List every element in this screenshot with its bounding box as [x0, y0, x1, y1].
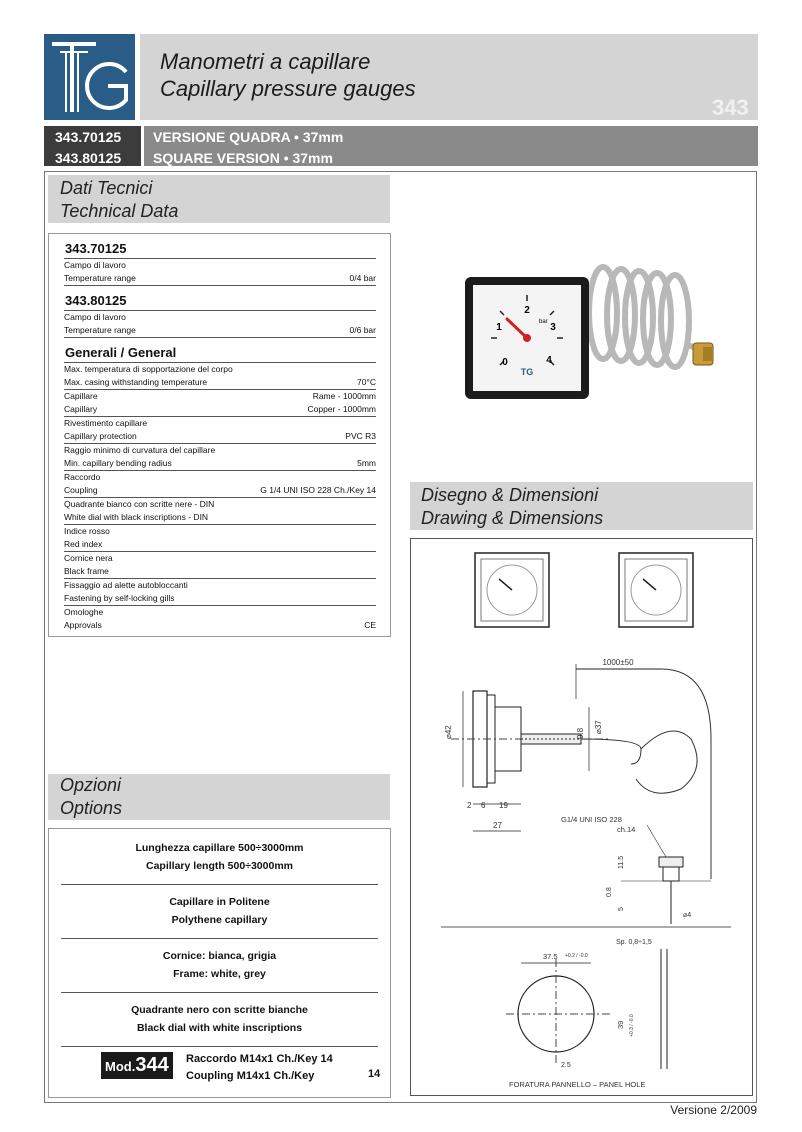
- spec-row: [64, 416, 376, 443]
- dim-d4: ⌀4: [683, 912, 692, 919]
- dim-key: ch.14: [617, 825, 636, 834]
- drawing-title-en: Drawing & Dimensions: [421, 508, 604, 528]
- general-heading: Generali / General: [65, 345, 177, 360]
- panel-height: 39: [616, 1020, 625, 1029]
- spec-row: [64, 362, 376, 389]
- dim-2: 2: [467, 801, 472, 810]
- spec-row: [64, 551, 376, 578]
- spec-row: [64, 258, 376, 285]
- dial-number: 3: [550, 322, 556, 333]
- option-en: Frame: white, grey: [173, 968, 266, 980]
- product-photo: [455, 255, 735, 405]
- technical-title-en: Technical Data: [60, 201, 179, 221]
- drawing-title-it: Disegno & Dimensioni: [421, 485, 599, 505]
- title-italian: Manometri a capillare: [160, 49, 371, 74]
- spec-label-it: Omologhe: [64, 607, 104, 617]
- spec-row: [64, 389, 376, 416]
- option-item: [61, 993, 378, 1047]
- spec-label-it: Fissaggio ad alette autobloccanti: [64, 580, 188, 590]
- spec-row: [64, 605, 376, 632]
- spec-row: [64, 497, 376, 524]
- dim-11-5: 11.5: [618, 855, 625, 869]
- dial-unit: bar: [539, 319, 548, 325]
- spec-label-en: White dial with black inscriptions - DIN: [64, 512, 209, 522]
- option-it: Lunghezza capillare 500÷3000mm: [135, 842, 304, 854]
- model-code: 343.70125: [65, 241, 127, 256]
- dim-d37: ⌀37: [594, 720, 603, 734]
- options-heading: [48, 774, 390, 820]
- needle-hub: [523, 334, 531, 342]
- drawing-heading: [410, 482, 753, 530]
- spec-label-it: Capillare: [64, 391, 98, 401]
- product-code: 343.80125: [55, 150, 122, 166]
- technical-data-heading: [48, 175, 390, 223]
- panel-caption: FORATURA PANNELLO – PANEL HOLE: [509, 1080, 646, 1089]
- spec-label-en: Red index: [64, 539, 103, 549]
- spec-label-it: Campo di lavoro: [64, 312, 126, 322]
- dim-0-8: 0.8: [606, 887, 613, 897]
- option-en: Capillary length 500÷3000mm: [146, 860, 293, 872]
- spec-row: [64, 578, 376, 605]
- dim-19: 19: [499, 801, 508, 810]
- spec-label-en: Capillary: [64, 404, 98, 414]
- spec-label-it: Raggio minimo di curvatura del capillare: [64, 445, 216, 455]
- dim-5: 5: [618, 907, 625, 911]
- model-desc-en: Coupling M14x1 Ch./Key: [186, 1070, 315, 1082]
- panel-width: 37.5: [543, 952, 558, 961]
- version-label: [144, 126, 758, 166]
- option-item: [61, 829, 378, 885]
- spec-label-en: Min. capillary bending radius: [64, 458, 172, 468]
- option-en: Polythene capillary: [171, 914, 268, 926]
- dim-thread: G1/4 UNI ISO 228: [561, 815, 622, 824]
- dial-number: 2: [524, 305, 530, 316]
- technical-title-it: Dati Tecnici: [60, 178, 153, 198]
- dim-6: 6: [481, 801, 486, 810]
- spec-row: [64, 310, 376, 337]
- option-it: Capillare in Politene: [169, 896, 270, 908]
- model-344-description: [186, 1051, 333, 1085]
- model-key-size: 14: [368, 1068, 381, 1080]
- dim-9-8: 9.8: [576, 727, 585, 739]
- spec-row: [64, 470, 376, 497]
- model-344-badge: [101, 1052, 173, 1079]
- page-title: [160, 48, 416, 102]
- dim-d42: ⌀42: [444, 725, 453, 739]
- dim-capillary: 1000±50: [602, 658, 634, 667]
- panel-radius: 2.5: [561, 1062, 571, 1069]
- option-it: Cornice: bianca, grigia: [162, 950, 277, 962]
- spec-value: 5mm: [357, 458, 376, 468]
- technical-drawing: [410, 538, 753, 1096]
- option-it: Quadrante nero con scritte bianche: [131, 1004, 308, 1016]
- technical-table: [48, 233, 391, 637]
- spec-label-it: Indice rosso: [64, 526, 110, 536]
- panel-width-tolerance: +0.2 / -0.0: [565, 953, 588, 959]
- spec-row: [64, 443, 376, 470]
- spec-label-en: Approvals: [64, 620, 102, 630]
- dial-number: 4: [546, 355, 552, 366]
- model-code: 343.80125: [65, 293, 127, 308]
- model-desc-it: Raccordo M14x1 Ch./Key 14: [186, 1053, 333, 1065]
- spec-value: G 1/4 UNI ISO 228 Ch./Key 14: [260, 485, 376, 495]
- option-item: [61, 939, 378, 993]
- dial-number: 1: [496, 322, 502, 333]
- dim-27: 27: [493, 821, 502, 830]
- page-number: 343: [712, 95, 749, 120]
- spec-label-en: Black frame: [64, 566, 109, 576]
- spec-label-en: Fastening by self-locking gills: [64, 593, 175, 603]
- dial-brand: TG: [520, 367, 534, 377]
- version-italian: VERSIONE QUADRA • 37mm: [153, 129, 344, 145]
- version-english: SQUARE VERSION • 37mm: [153, 150, 333, 166]
- model-number: 344: [135, 1054, 169, 1076]
- spec-value: Copper - 1000mm: [307, 404, 376, 414]
- spec-value: 0/6 bar: [349, 325, 376, 335]
- dial-number: 0: [502, 357, 508, 368]
- spec-label-it: Quadrante bianco con scritte nere - DIN: [64, 499, 215, 509]
- spec-label-it: Max. temperatura di sopportazione del corpo: [64, 364, 233, 374]
- spec-label-it: Raccordo: [64, 472, 101, 482]
- spec-value: 70°C: [357, 377, 376, 387]
- spec-label-it: Rivestimento capillare: [64, 418, 148, 428]
- spec-label-en: Temperature range: [64, 273, 136, 283]
- spec-label-en: Temperature range: [64, 325, 136, 335]
- panel-thickness: Sp. 0,8÷1,5: [616, 939, 652, 946]
- option-en: Black dial with white inscriptions: [136, 1022, 303, 1034]
- spec-value: CE: [364, 620, 376, 630]
- gauge-front-view: [475, 553, 549, 627]
- spec-label-en: Coupling: [64, 485, 98, 495]
- options-title-en: Options: [60, 798, 123, 818]
- spec-value-it: Rame - 1000mm: [312, 391, 376, 401]
- product-code: 343.70125: [55, 129, 122, 145]
- spec-row: [64, 524, 376, 551]
- model-prefix: Mod.: [105, 1059, 136, 1074]
- spec-label-it: Campo di lavoro: [64, 260, 126, 270]
- spec-label-en: Max. casing withstanding temperature: [64, 377, 208, 387]
- spec-label-en: Capillary protection: [64, 431, 137, 441]
- spec-value: PVC R3: [345, 431, 376, 441]
- footer-version: Versione 2/2009: [670, 1103, 757, 1117]
- product-codes: [44, 126, 141, 166]
- panel-height-tolerance: +0.3 / -0.0: [629, 1014, 635, 1037]
- spec-label-it: Cornice nera: [64, 553, 113, 563]
- title-english: Capillary pressure gauges: [160, 76, 416, 101]
- spec-value: 0/4 bar: [349, 273, 376, 283]
- option-item: [61, 885, 378, 939]
- options-title-it: Opzioni: [60, 775, 122, 795]
- gauge-front-view: [619, 553, 693, 627]
- brand-logo: [44, 34, 135, 120]
